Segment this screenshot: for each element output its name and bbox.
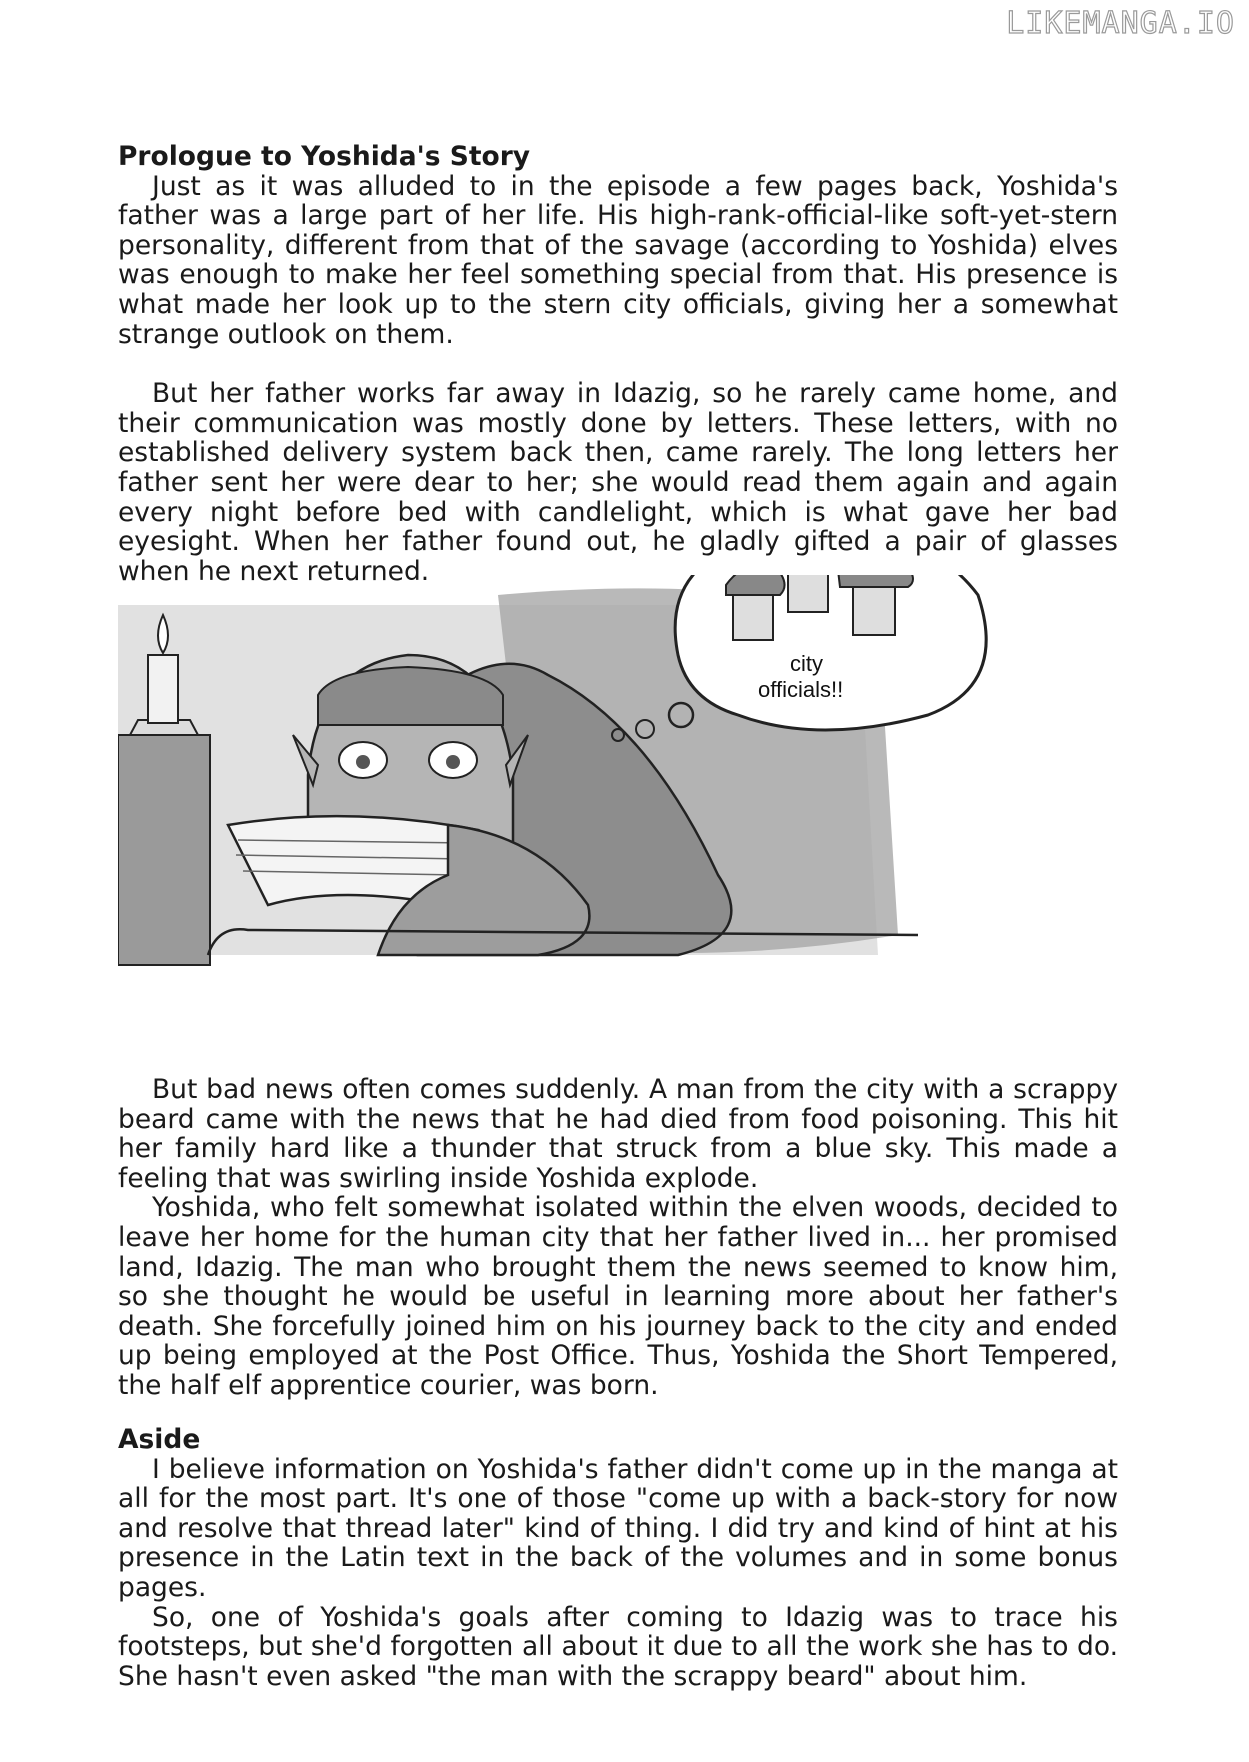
paragraph: But bad news often comes suddenly. A man from the city with a scrappy beard came with the news that he had died from food poisoning. This hit her family hard like a thunder that struck from a blue sky. This made a feeling that was swirling inside Yoshida explode. (118, 1074, 1118, 1194)
watermark: LIKEMANGA.IO (1006, 6, 1235, 41)
paragraph: But her father works far away in Idazig, so he rarely came home, and their communication was mostly done by letters. These letters, with no established delivery system back then, came rarely. The long letters her father sent her were dear to her; she would read them again and again every night before bed with candlelight, which is what gave her bad eyesight. When her father found out, he gladly gifted a pair of glasses when he next returned. (118, 378, 1118, 587)
thought-text-officials: officials!! (758, 677, 844, 702)
paragraph: Just as it was alluded to in the episode a few pages back, Yoshida's father was a large part of her life. His high-rank-official-like soft-yet-stern personality, different from that of the savage (according to Yoshida) elves was enough to make her feel something special from that. His presence is what made her look up to the stern city officials, giving her a somewhat strange outlook on them. (118, 170, 1118, 350)
news-section (118, 1075, 1118, 1401)
paragraph: So, one of Yoshida's goals after coming to Idazig was to trace his footsteps, but she'd forgotten all about it due to all the work she has to do. She hasn't even asked "the man with the scrappy beard" about him. (118, 1601, 1118, 1692)
paragraph: Yoshida, who felt somewhat isolated within the elven woods, decided to leave her home for the human city that her father lived in... her promised land, Idazig. The man who brought them the news seemed to know him, so she thought he would be useful in learning more about her father's death. She forcefully joined him on his journey back to the city and ended up being employed at the Post Office. Thus, Yoshida the Short Tempered, the half elf apprentice courier, was born. (118, 1192, 1118, 1401)
paragraph: I believe information on Yoshida's father didn't come up in the manga at all for the most part. It's one of those "come up with a back-story for now and resolve that thread later" kind of thing. I did try and kind of hint at his presence in the Latin text in the back of the volumes and in some bonus pages. (118, 1453, 1118, 1603)
thought-bubble (675, 575, 986, 730)
illustration-yoshida-reading-letters (118, 575, 1018, 1035)
aside-section (118, 1425, 1118, 1691)
section-heading: Aside (118, 1424, 201, 1455)
prologue-section (118, 142, 1118, 586)
section-heading: Prologue to Yoshida's Story (118, 141, 531, 172)
thought-text-city: city (790, 651, 823, 676)
